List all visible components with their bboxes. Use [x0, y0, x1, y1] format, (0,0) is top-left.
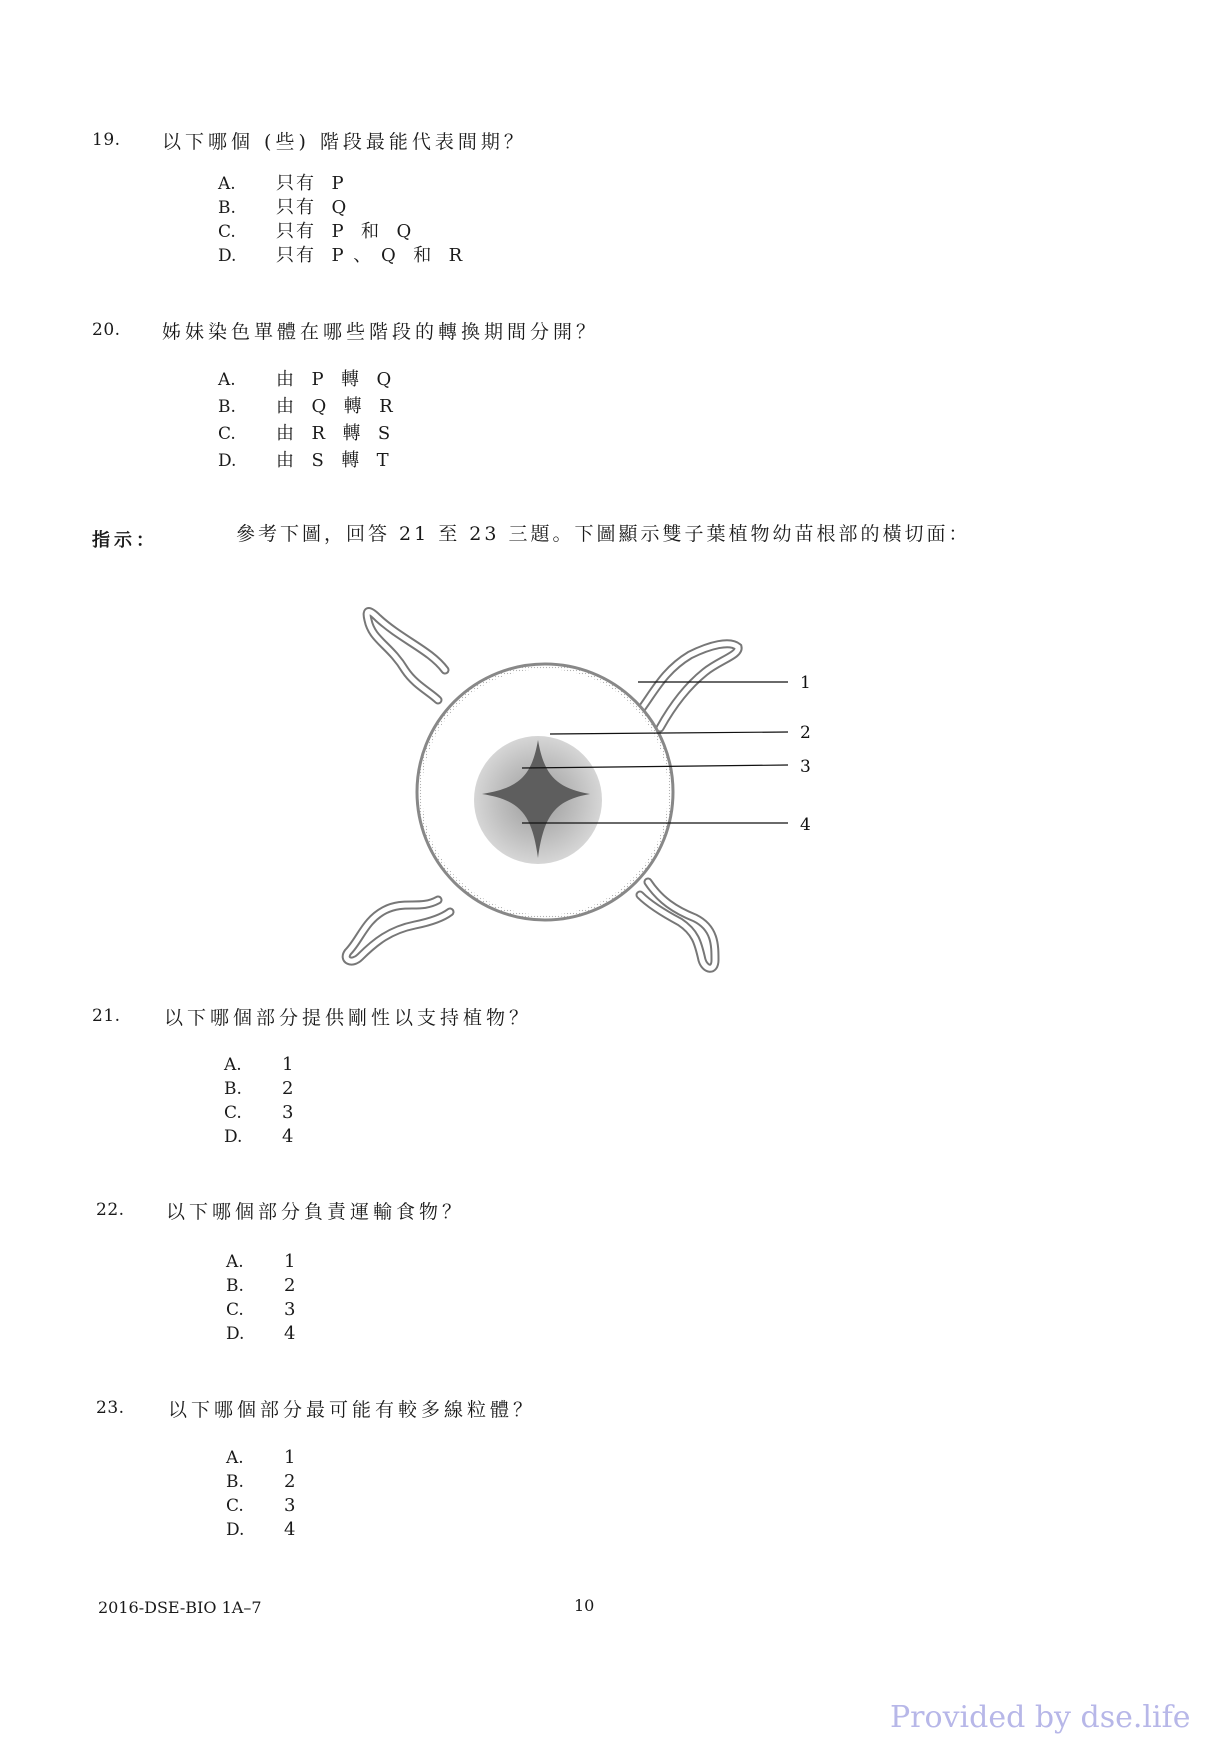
option-letter: B.	[224, 1079, 242, 1099]
option-letter: C.	[218, 222, 236, 242]
option-text: 由 Q 轉 R	[276, 396, 395, 417]
option-letter: A.	[218, 370, 236, 390]
option-letter: A.	[226, 1252, 244, 1272]
question-text-22: 以下哪個部分負責運輸食物？	[166, 1201, 466, 1223]
option-text: 4	[284, 1519, 298, 1540]
question-text-23: 以下哪個部分最可能有較多線粒體？	[168, 1399, 537, 1421]
question-number-23: 23.	[96, 1398, 125, 1418]
diagram-label-1: 1	[800, 673, 811, 693]
question-text-21: 以下哪個部分提供剛性以支持植物？	[164, 1007, 533, 1029]
diagram-label-4: 4	[800, 815, 811, 835]
option-letter: A.	[226, 1448, 244, 1468]
option-text: 2	[282, 1078, 296, 1099]
option-text: 1	[284, 1251, 298, 1272]
question-text-19: 以下哪個 (些) 階段最能代表間期？	[162, 131, 527, 153]
diagram-label-2: 2	[800, 723, 811, 743]
option-text: 2	[284, 1471, 298, 1492]
option-text: 只有 Q	[276, 197, 349, 218]
option-text: 2	[284, 1275, 298, 1296]
page-number: 10	[574, 1596, 595, 1615]
option-text: 1	[284, 1447, 298, 1468]
option-letter: D.	[224, 1127, 243, 1147]
question-number-21: 21.	[92, 1006, 121, 1026]
question-number-19: 19.	[92, 130, 121, 150]
option-letter: A.	[218, 174, 236, 194]
option-letter: C.	[218, 424, 236, 444]
option-letter: D.	[226, 1520, 245, 1540]
option-text: 只有 P	[276, 173, 346, 194]
diagram-label-3: 3	[800, 757, 811, 777]
watermark: Provided by dse.life	[890, 1700, 1191, 1735]
option-text: 1	[282, 1054, 296, 1075]
option-letter: B.	[226, 1472, 244, 1492]
question-text-20: 姊妹染色單體在哪些階段的轉換期間分開？	[162, 321, 600, 343]
option-text: 3	[284, 1495, 298, 1516]
option-letter: C.	[224, 1103, 242, 1123]
option-text: 只有 P 、 Q 和 R	[276, 245, 465, 266]
option-letter: A.	[224, 1055, 242, 1075]
option-letter: D.	[226, 1324, 245, 1344]
option-text: 4	[284, 1323, 298, 1344]
option-letter: D.	[218, 246, 237, 266]
instruction-text: 參考下圖，回答 21 至 23 三題。下圖顯示雙子葉植物幼苗根部的橫切面：	[236, 523, 971, 545]
instruction-label: 指示：	[92, 530, 158, 551]
paper-code: 2016-DSE-BIO 1A–7	[98, 1598, 262, 1617]
option-text: 由 R 轉 S	[276, 423, 393, 444]
question-number-20: 20.	[92, 320, 121, 340]
option-letter: B.	[226, 1276, 244, 1296]
option-text: 只有 P 和 Q	[276, 221, 414, 242]
root-cross-section-diagram	[320, 600, 820, 980]
option-text: 3	[282, 1102, 296, 1123]
option-letter: C.	[226, 1300, 244, 1320]
option-text: 3	[284, 1299, 298, 1320]
option-letter: C.	[226, 1496, 244, 1516]
option-letter: B.	[218, 198, 236, 218]
option-letter: B.	[218, 397, 236, 417]
question-number-22: 22.	[96, 1200, 125, 1220]
option-text: 由 P 轉 Q	[276, 369, 394, 390]
option-text: 4	[282, 1126, 296, 1147]
option-letter: D.	[218, 451, 237, 471]
option-text: 由 S 轉 T	[276, 450, 391, 471]
